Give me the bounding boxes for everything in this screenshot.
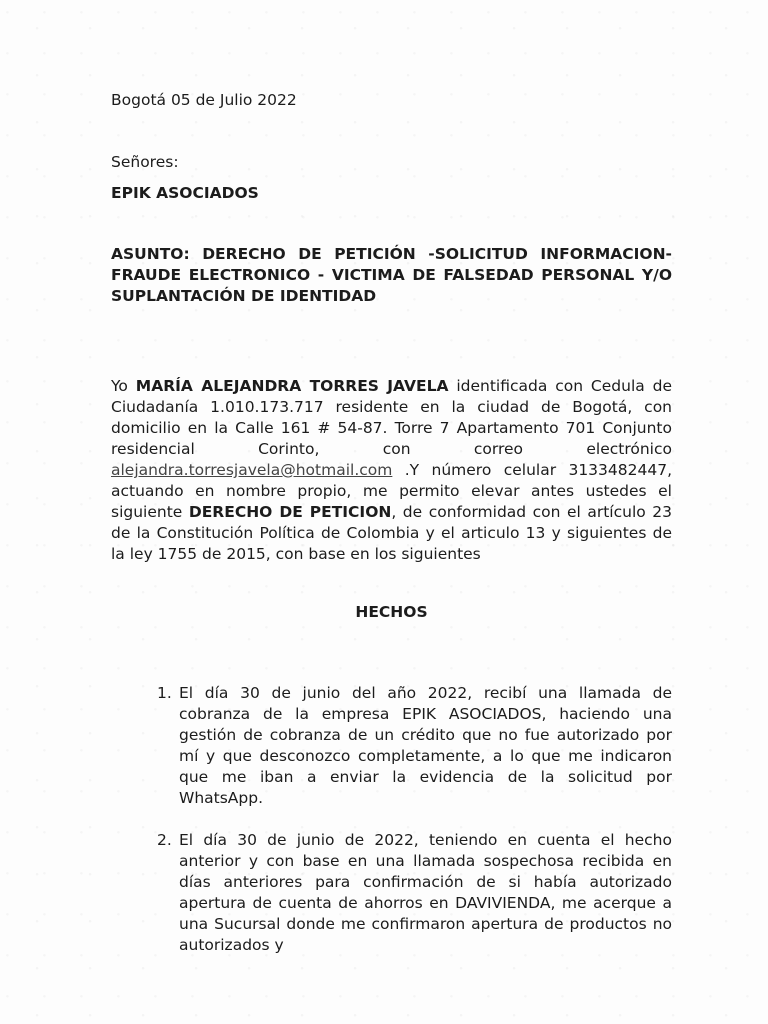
- fact-number: 1.: [157, 684, 172, 702]
- subject-line: ASUNTO: DERECHO DE PETICIÓN -SOLICITUD INFORMACION- FRAUDE ELECTRONICO - VICTIMA DE FALSEDAD PERSONAL Y/O SUPLANTACIÓN DE IDENTIDAD: [111, 245, 672, 305]
- fact-text: El día 30 de junio del año 2022, recibí una llamada de cobranza de la empresa EPIK ASOCIADOS, haciendo una gestión de cobranza de un crédito que no fue autorizado por mí y que desconozco completamente, a lo que me indicaron que me iban a enviar la evidencia de la solicitud por WhatsApp.: [179, 684, 672, 807]
- fact-item: [140, 683, 672, 809]
- intro-prefix: Yo: [111, 377, 136, 395]
- intro-text-3: , de conformidad con el artículo 23 de la Constitución Política de Colombia y el articulo 13 y siguientes de la ley 1755 de 2015, con base en los siguientes: [111, 503, 672, 563]
- salutation: Señores:: [111, 153, 179, 171]
- intro-paragraph: [111, 376, 672, 565]
- intro-text-2: .Y número celular 3133482447, actuando en nombre propio, me permito elevar antes ustedes el siguiente: [111, 461, 672, 521]
- email-link[interactable]: alejandra.torresjavela@hotmail.com: [111, 461, 393, 479]
- intro-text-1: identificada con Cedula de Ciudadanía 1.010.173.717 residente en la ciudad de Bogotá, con domicilio en la Calle 161 # 54-87. Torre 7 Apartamento 701 Conjunto residencial Corinto, con correo electrónico: [111, 377, 673, 458]
- petitioner-name: MARÍA ALEJANDRA TORRES JAVELA: [135, 377, 449, 395]
- petition-title: DERECHO DE PETICION: [188, 503, 392, 521]
- section-title-hechos: HECHOS: [355, 603, 428, 621]
- fact-item: [140, 830, 672, 956]
- fact-number: 2.: [157, 831, 172, 849]
- recipient-name: EPIK ASOCIADOS: [111, 184, 259, 202]
- fact-text: El día 30 de junio de 2022, teniendo en cuenta el hecho anterior y con base en una llamada sospechosa recibida en días anteriores para confirmación de si había autorizado apertura de cuenta de ahorros en DAVIVIENDA, me acerque a una Sucursal donde me confirmaron apertura de productos no autorizados y: [179, 831, 672, 954]
- facts-list: [140, 683, 672, 977]
- date-line: Bogotá 05 de Julio 2022: [111, 91, 297, 109]
